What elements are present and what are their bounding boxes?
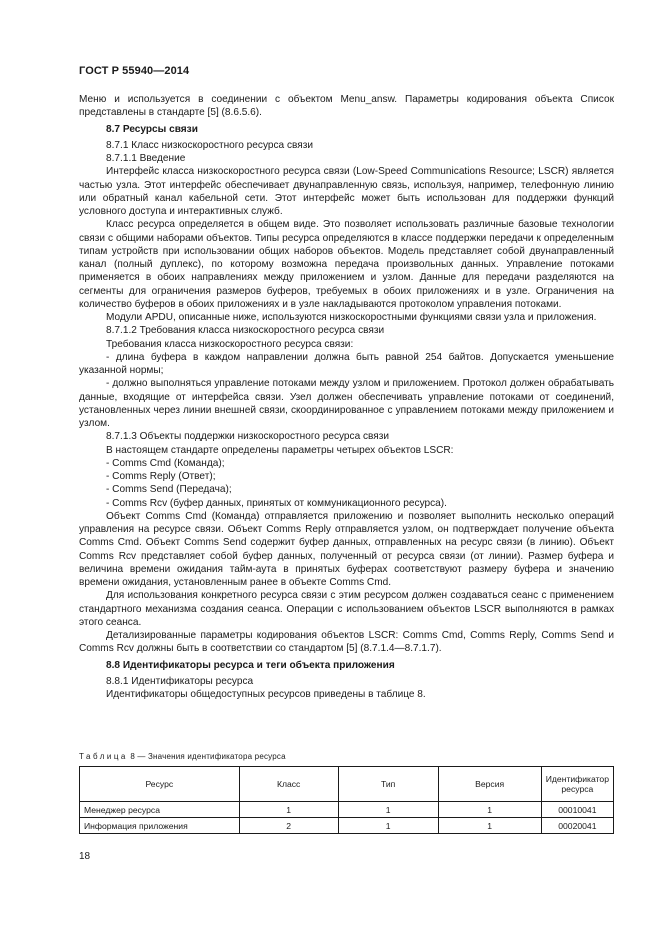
cell-resource: Информация приложения	[80, 818, 240, 834]
paragraph: Меню и используется в соединении с объектом Menu_answ. Параметры кодирования объекта Список представлены в стандарте [5] (8.6.5.6).	[79, 94, 614, 119]
paragraph: - Comms Send (Передача);	[106, 484, 232, 496]
standard-header: ГОСТ Р 55940—2014	[79, 65, 190, 77]
cell-class: 2	[239, 818, 338, 834]
paragraph: - Comms Cmd (Команда);	[106, 457, 225, 469]
cell-type: 1	[338, 818, 438, 834]
paragraph: - должно выполняться управление потоками между узлом и приложением. Протокол должен обрабатывать данные, входящие от интерфейса связи. Узел должен обеспечивать управление потоками от соединений, установленных через линии внешней связи, скоординированное с управлением потоками между приложением и узлом.	[79, 378, 614, 429]
paragraph: 8.7.1 Класс низкоскоростного ресурса связи	[106, 139, 313, 151]
paragraph: 8.7.1.2 Требования класса низкоскоростного ресурса связи	[106, 325, 385, 337]
cell-resource-id: 00010041	[541, 802, 613, 818]
body-text	[79, 93, 614, 701]
table-row	[80, 818, 614, 834]
cell-type: 1	[338, 802, 438, 818]
table-caption-text: 8 — Значения идентификатора ресурса	[130, 752, 286, 761]
table-caption	[79, 752, 286, 761]
paragraph: 8.7.1.3 Объекты поддержки низкоскоростного ресурса связи	[106, 431, 390, 443]
cell-version: 1	[438, 802, 541, 818]
header-resource: Ресурс	[80, 767, 240, 802]
header-version: Версия	[438, 767, 541, 802]
paragraph: - Comms Rcv (буфер данных, принятых от коммуникационного ресурса).	[106, 497, 447, 509]
cell-version: 1	[438, 818, 541, 834]
cell-resource-id: 00020041	[541, 818, 613, 834]
section-heading: 8.8 Идентификаторы ресурса и теги объекта приложения	[106, 659, 395, 671]
paragraph: Интерфейс класса низкоскоростного ресурса связи (Low-Speed Communications Resource; LSCR) является частью узла. Этот интерфейс обеспечивает двунаправленную связь, используя, например, телефонную линию или обратный канал кабельной сети. Этот интерфейс может быть использован для поддержки функций условного доступа и интерактивных служб.	[79, 166, 614, 217]
paragraph: Требования класса низкоскоростного ресурса связи:	[106, 338, 354, 350]
paragraph: Для использования конкретного ресурса связи с этим ресурсом должен создаваться сеанс с применением стандартного механизма создания сеанса. Операции с использованием объектов LSCR выполняются в рамках этого сеанса.	[79, 590, 614, 628]
paragraph: Модули APDU, описанные ниже, используются низкоскоростными функциями связи узла и приложения.	[106, 312, 597, 323]
cell-resource: Менеджер ресурса	[80, 802, 240, 818]
cell-class: 1	[239, 802, 338, 818]
paragraph: В настоящем стандарте определены параметры четырех объектов LSCR:	[106, 444, 454, 456]
table-row	[80, 802, 614, 818]
paragraph: 8.7.1.1 Введение	[106, 153, 186, 164]
header-class: Класс	[239, 767, 338, 802]
paragraph: - длина буфера в каждом направлении должна быть равной 254 байтов. Допускается уменьшение указанной нормы;	[79, 351, 614, 376]
paragraph: Детализированные параметры кодирования объектов LSCR: Comms Cmd, Comms Reply, Comms Send и Comms Rcv должны быть в соответствии со стандартом [5] (8.7.1.4—8.7.1.7).	[79, 630, 614, 655]
resource-id-table	[79, 766, 614, 834]
section-heading: 8.7 Ресурсы связи	[106, 123, 198, 135]
header-type: Тип	[338, 767, 438, 802]
paragraph: Объект Comms Cmd (Команда) отправляется приложению и позволяет выполнить несколько операций управления на ресурсе связи. Объект Comms Reply отправляется узлом, он подтверждает получение объекта Comms Cmd. Объект Comms Send содержит буфер данных, отправленных на ресурс связи (в линию). Объект Comms Rcv представляет собой буфер данных, полученный от ресурса связи (от линии). Размер буфера и величина времени ожидания тайм-аута в принятых буферах соответствуют размеру буфера и значению времени ожидания, установленным ранее в объекте Comms Cmd.	[79, 510, 614, 588]
header-resource-id: Идентификатор ресурса	[541, 767, 613, 802]
paragraph: - Comms Reply (Ответ);	[106, 471, 216, 482]
paragraph: Класс ресурса определяется в общем виде. Это позволяет использовать различные базовые технологии связи с общими наборами объектов. Типы ресурса определяются в классе поддержки передачи к определенным типам устройств при использовании общих наборов объектов. Модель представляет собой двунаправленный канал (полный дуплекс), по которому возможна передача произвольных данных. Управление потоками применяется в обоих направлениях между приложением и узлом. Данные для передачи разделяются на сегменты для ограничения размеров буферов, требуемых в обоих приложениях и в узле. Ограничения на количество буферов в обоих приложениях и в узле накладываются протоколом управления потоками.	[79, 219, 614, 310]
paragraph: Идентификаторы общедоступных ресурсов приведены в таблице 8.	[106, 689, 426, 700]
page-number: 18	[79, 851, 91, 862]
paragraph: 8.8.1 Идентификаторы ресурса	[106, 675, 254, 687]
table-caption-prefix: Таблица	[79, 752, 128, 761]
table-header-row	[80, 767, 614, 802]
